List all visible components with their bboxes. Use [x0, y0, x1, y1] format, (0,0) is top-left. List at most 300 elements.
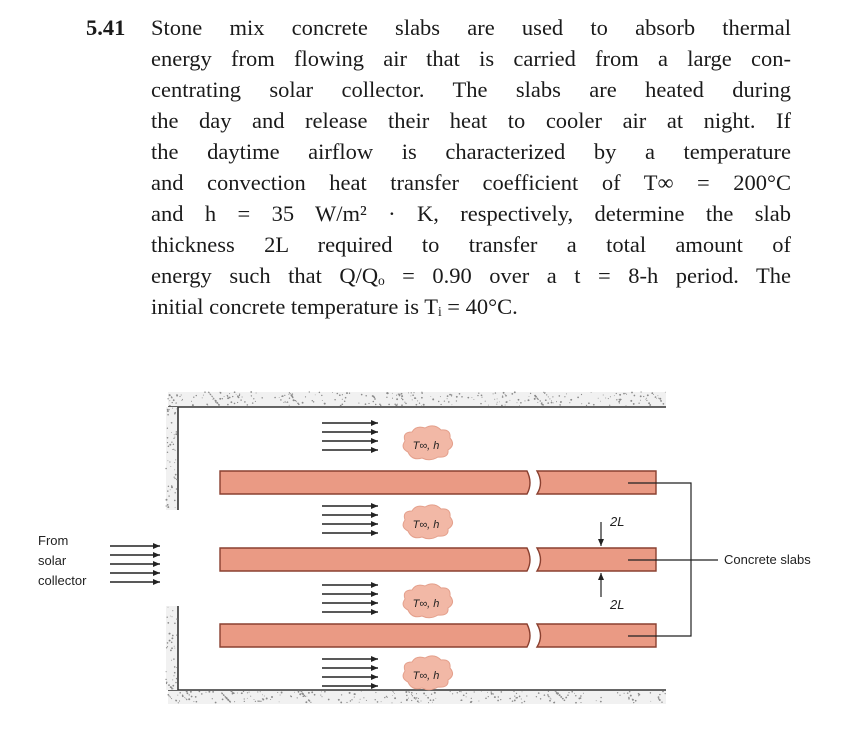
wall-speckle: [480, 403, 482, 405]
flow-label-text-2: T∞, h: [412, 519, 440, 531]
wall-speckle: [270, 699, 271, 700]
wall-speckle: [412, 695, 413, 696]
wall-speckle: [172, 402, 173, 403]
wall-speckle: [365, 403, 367, 405]
wall-speckle: [175, 450, 176, 451]
wall-speckle: [171, 432, 172, 433]
wall-speckle: [190, 691, 192, 693]
wall-speckle: [394, 403, 396, 405]
wall-speckle: [274, 397, 276, 399]
wall-speckle: [401, 398, 402, 399]
wall-speckle: [239, 394, 240, 395]
wall-speckle: [311, 691, 313, 693]
wall-speckle: [169, 400, 170, 401]
wall-speckle: [264, 696, 265, 697]
flow-arrow-group-3: [322, 585, 378, 612]
wall-speckle: [294, 692, 295, 693]
wall-speckle: [182, 399, 183, 400]
wall-speckle: [166, 505, 167, 506]
wall-speckle: [406, 700, 407, 701]
slab-1-left: [220, 471, 530, 494]
wall-speckle: [619, 695, 620, 696]
wall-speckle: [609, 405, 610, 406]
wall-speckle: [360, 699, 361, 700]
wall-speckle: [176, 395, 178, 397]
wall-speckle: [255, 401, 256, 402]
wall-speckle: [625, 393, 626, 394]
wall-speckle: [166, 683, 167, 684]
wall-speckle: [176, 431, 178, 433]
wall-speckle: [547, 694, 548, 695]
wall-speckle: [209, 392, 210, 393]
wall-speckle: [414, 697, 416, 699]
wall-speckle: [463, 694, 465, 696]
wall-speckle: [230, 701, 231, 702]
wall-speckle: [174, 478, 175, 479]
wall-speckle: [530, 393, 531, 394]
wall-speckle: [298, 403, 300, 405]
wall-speckle: [553, 402, 554, 403]
wall-speckle: [564, 396, 565, 397]
wall-speckle: [502, 396, 504, 398]
wall-speckle: [386, 392, 388, 394]
wall-speckle: [168, 486, 169, 487]
thickness-label-bottom: 2L: [610, 597, 625, 612]
wall-speckle: [227, 397, 229, 399]
wall-speckle: [250, 696, 251, 697]
wall-speckle: [302, 693, 304, 695]
wall-speckle: [564, 699, 566, 701]
wall-speckle: [203, 395, 204, 396]
wall-speckle: [171, 397, 172, 398]
wall-speckle: [210, 394, 211, 395]
wall-speckle: [401, 702, 402, 703]
wall-speckle: [570, 399, 572, 401]
wall-speckle: [324, 403, 326, 405]
wall-speckle: [193, 397, 194, 398]
wall-speckle: [392, 702, 393, 703]
wall-speckle: [175, 459, 176, 460]
wall-speckle: [560, 405, 561, 406]
wall-speckle: [423, 404, 425, 406]
wall-speckle: [170, 466, 171, 467]
wall-speckle: [307, 696, 308, 697]
wall-speckle: [221, 693, 223, 695]
wall-speckle: [396, 395, 397, 396]
wall-speckle: [552, 396, 553, 397]
wall-speckle: [374, 398, 376, 400]
wall-speckle: [388, 404, 390, 406]
wall-speckle: [176, 618, 177, 619]
wall-speckle: [177, 695, 178, 696]
wall-speckle: [346, 702, 347, 703]
wall-speckle: [474, 691, 475, 692]
wall-speckle: [237, 693, 238, 694]
wall-speckle: [171, 637, 173, 639]
wall-speckle: [229, 397, 231, 399]
wall-speckle: [505, 394, 506, 395]
wall-speckle: [560, 696, 562, 698]
wall-speckle: [344, 400, 346, 402]
wall-speckle: [653, 394, 654, 395]
wall-speckle: [170, 616, 171, 617]
wall-speckle: [250, 391, 252, 393]
wall-speckle: [633, 702, 634, 703]
wall-speckle: [169, 409, 170, 410]
wall-speckle: [252, 402, 253, 403]
wall-speckle: [408, 392, 409, 393]
wall-speckle: [416, 693, 417, 694]
wall-speckle: [312, 400, 313, 401]
wall-speckle: [399, 393, 401, 395]
flow-arrow-group-2: [322, 506, 378, 533]
wall-speckle: [433, 699, 435, 701]
wall-speckle: [487, 692, 488, 693]
wall-speckle: [171, 647, 173, 649]
wall-speckle: [178, 702, 179, 703]
wall-speckle: [176, 667, 177, 668]
wall-speckle: [308, 692, 310, 694]
wall-speckle: [459, 393, 461, 395]
wall-speckle: [257, 691, 258, 692]
wall-speckle: [493, 693, 494, 694]
wall-speckle: [214, 398, 215, 399]
wall-speckle: [172, 610, 173, 611]
wall-speckle: [413, 392, 414, 393]
wall-speckle: [167, 442, 168, 443]
wall-speckle: [488, 405, 489, 406]
wall-speckle: [167, 642, 169, 644]
wall-speckle: [212, 396, 213, 397]
wall-speckle: [396, 404, 398, 406]
wall-speckle: [260, 701, 261, 702]
wall-speckle: [626, 405, 627, 406]
wall-speckle: [596, 700, 597, 701]
wall-speckle: [168, 446, 170, 448]
wall-speckle: [451, 396, 452, 397]
wall-speckle: [648, 402, 650, 404]
wall-speckle: [494, 399, 495, 400]
wall-speckle: [290, 393, 291, 394]
wall-speckle: [174, 434, 175, 435]
wall-speckle: [639, 694, 641, 696]
wall-speckle: [646, 398, 647, 399]
wall-speckle: [610, 396, 611, 397]
wall-speckle: [419, 403, 420, 404]
wall-speckle: [412, 399, 413, 400]
wall-speckle: [218, 404, 220, 406]
problem-line-3: centrating solar collector. The slabs are heated during: [151, 77, 791, 102]
wall-speckle: [481, 397, 482, 398]
wall-speckle: [258, 700, 260, 702]
wall-speckle: [511, 393, 513, 395]
wall-speckle: [229, 393, 230, 394]
wall-speckle: [288, 394, 289, 395]
wall-speckle: [261, 397, 262, 398]
wall-speckle: [549, 398, 550, 399]
wall-speckle: [254, 699, 255, 700]
wall-speckle: [174, 437, 175, 438]
wall-speckle: [418, 702, 419, 703]
wall-speckle: [496, 404, 497, 405]
wall-speckle: [171, 698, 172, 699]
wall-speckle: [260, 691, 261, 692]
wall-speckle: [421, 405, 422, 406]
wall-speckle: [392, 695, 393, 696]
slab-3: [220, 624, 656, 647]
wall-speckle: [173, 658, 174, 659]
wall-speckle: [351, 699, 352, 700]
wall-speckle: [381, 701, 382, 702]
wall-speckle: [628, 698, 630, 700]
wall-speckle: [237, 402, 238, 403]
wall-speckle: [456, 400, 457, 401]
wall-speckle: [193, 701, 194, 702]
wall-speckle: [266, 698, 268, 700]
wall-speckle: [167, 409, 169, 411]
wall-speckle: [404, 402, 405, 403]
wall-speckle: [562, 698, 564, 700]
wall-speckle: [187, 692, 189, 694]
wall-speckle: [549, 700, 551, 702]
wall-speckle: [415, 699, 416, 700]
wall-speckle: [201, 693, 203, 695]
wall-speckle: [345, 397, 347, 399]
wall-speckle: [638, 403, 639, 404]
wall-speckle: [324, 691, 326, 693]
wall-speckle: [174, 500, 176, 502]
wall-speckle: [319, 392, 321, 394]
wall-speckle: [361, 394, 363, 396]
wall-speckle: [438, 401, 439, 402]
wall-speckle: [471, 397, 472, 398]
wall-speckle: [432, 398, 434, 400]
wall-speckle: [314, 694, 316, 696]
wall-speckle: [499, 401, 500, 402]
wall-speckle: [632, 699, 634, 701]
wall-speckle: [641, 391, 642, 392]
wall-speckle: [247, 692, 248, 693]
wall-speckle: [650, 404, 651, 405]
wall-speckle: [478, 701, 479, 702]
wall-speckle: [470, 701, 472, 703]
wall-speckle: [234, 701, 235, 702]
wall-speckle: [548, 696, 549, 697]
wall-speckle: [461, 691, 462, 692]
wall-speckle: [646, 400, 647, 401]
wall-speckle: [624, 693, 625, 694]
wall-speckle: [174, 462, 175, 463]
wall-speckle: [405, 691, 407, 693]
wall-speckle: [506, 401, 508, 403]
wall-speckle: [296, 401, 297, 402]
wall-speckle: [169, 444, 171, 446]
wall-speckle: [491, 691, 492, 692]
wall-speckle: [167, 437, 169, 439]
wall-speckle: [650, 701, 651, 702]
wall-speckle: [365, 395, 367, 397]
wall-speckle: [170, 697, 171, 698]
flow-arrow-group-1: [322, 423, 378, 450]
wall-speckle: [655, 396, 657, 398]
wall-speckle: [495, 392, 496, 393]
wall-speckle: [172, 408, 173, 409]
wall-speckle: [598, 398, 599, 399]
wall-speckle: [341, 403, 343, 405]
wall-speckle: [497, 700, 499, 702]
wall-speckle: [540, 698, 541, 699]
wall-speckle: [175, 492, 176, 493]
wall-speckle: [239, 395, 240, 396]
wall-speckle: [244, 401, 246, 403]
wall-speckle: [457, 692, 458, 693]
problem-line-7: and h = 35 W/m² · K, respectively, determine the slab: [151, 201, 791, 226]
wall-speckle: [196, 395, 197, 396]
wall-speckle: [645, 399, 646, 400]
wall-speckle: [497, 402, 498, 403]
wall-speckle: [174, 623, 176, 625]
wall-speckle: [359, 702, 360, 703]
wall-speckle: [174, 672, 176, 674]
wall-speckle: [630, 695, 632, 697]
wall-speckle: [580, 695, 582, 697]
wall-speckle: [174, 648, 175, 649]
wall-speckle: [412, 394, 414, 396]
wall-speckle: [559, 395, 561, 397]
problem-number: 5.41: [86, 15, 126, 40]
wall-speckle: [280, 694, 281, 695]
wall-speckle: [287, 401, 289, 403]
wall-speckle: [179, 700, 180, 701]
wall-speckle: [170, 489, 171, 490]
wall-speckle: [315, 395, 316, 396]
wall-speckle: [633, 403, 635, 405]
wall-speckle: [172, 679, 173, 680]
wall-speckle: [603, 395, 604, 396]
wall-speckle: [544, 694, 546, 696]
wall-speckle: [434, 692, 436, 694]
wall-speckle: [643, 396, 644, 397]
flow-label-text-4: T∞, h: [412, 670, 440, 682]
wall-speckle: [243, 691, 244, 692]
wall-speckle: [175, 507, 176, 508]
wall-speckle: [373, 397, 375, 399]
wall-speckle: [459, 691, 460, 692]
wall-speckle: [244, 698, 245, 699]
problem-text: [151, 12, 791, 322]
wall-speckle: [338, 699, 340, 701]
wall-speckle: [167, 694, 169, 696]
wall-speckle: [332, 392, 333, 393]
wall-speckle: [534, 398, 536, 400]
wall-speckle: [179, 692, 181, 694]
wall-speckle: [467, 397, 469, 399]
wall-speckle: [498, 696, 499, 697]
wall-speckle: [244, 701, 245, 702]
wall-speckle: [289, 392, 290, 393]
wall-speckle: [401, 393, 403, 395]
wall-speckle: [517, 402, 518, 403]
wall-speckle: [629, 691, 631, 693]
wall-speckle: [392, 393, 393, 394]
wall-speckle: [600, 701, 602, 703]
wall-speckle: [262, 698, 263, 699]
wall-speckle: [172, 616, 173, 617]
concrete-slab-diagram: [0, 380, 862, 734]
wall-speckle: [619, 403, 620, 404]
wall-speckle: [176, 635, 177, 636]
problem-line-2: energy from flowing air that is carried from a large con-: [151, 46, 791, 71]
wall-speckle: [321, 696, 322, 697]
wall-speckle: [638, 695, 639, 696]
wall-speckle: [279, 702, 280, 703]
wall-speckle: [167, 452, 168, 453]
wall-speckle: [167, 504, 169, 506]
wall-speckle: [172, 635, 174, 637]
wall-speckle: [575, 695, 576, 696]
wall-speckle: [166, 499, 168, 501]
wall-speckle: [174, 646, 175, 647]
wall-speckle: [240, 399, 241, 400]
wall-speckle: [521, 702, 522, 703]
wall-speckle: [175, 474, 177, 476]
wall-speckle: [665, 693, 666, 694]
wall-speckle: [519, 696, 521, 698]
wall-speckle: [616, 393, 617, 394]
wall-speckle: [600, 697, 601, 698]
wall-speckle: [535, 396, 537, 398]
wall-speckle: [466, 693, 467, 694]
wall-speckle: [171, 422, 173, 424]
wall-speckle: [234, 403, 236, 405]
wall-speckle: [537, 402, 538, 403]
wall-speckle: [512, 700, 514, 702]
wall-speckle: [305, 396, 306, 397]
wall-speckle: [565, 697, 567, 699]
wall-speckle: [559, 694, 561, 696]
slab-1: [220, 471, 656, 494]
wall-speckle: [408, 691, 409, 692]
bottom-wall-hatch: [168, 690, 666, 704]
wall-speckle: [232, 396, 233, 397]
wall-speckle: [168, 684, 170, 686]
wall-speckle: [247, 404, 249, 406]
wall-speckle: [358, 403, 359, 404]
wall-speckle: [505, 404, 506, 405]
wall-speckle: [513, 691, 514, 692]
wall-speckle: [659, 699, 661, 701]
wall-speckle: [461, 396, 463, 398]
wall-speckle: [256, 393, 257, 394]
wall-speckle: [174, 666, 176, 668]
wall-speckle: [167, 414, 169, 416]
wall-speckle: [271, 696, 273, 698]
wall-speckle: [581, 394, 582, 395]
wall-speckle: [237, 395, 239, 397]
wall-speckle: [336, 393, 338, 395]
wall-speckle: [545, 399, 547, 401]
wall-speckle: [411, 694, 412, 695]
wall-speckle: [662, 691, 664, 693]
wall-speckle: [555, 691, 556, 692]
wall-speckle: [627, 692, 629, 694]
slab-2: [220, 548, 656, 571]
wall-speckle: [539, 400, 540, 401]
wall-speckle: [220, 392, 222, 394]
wall-speckle: [186, 690, 188, 692]
wall-speckle: [188, 698, 190, 700]
wall-speckle: [481, 394, 483, 396]
